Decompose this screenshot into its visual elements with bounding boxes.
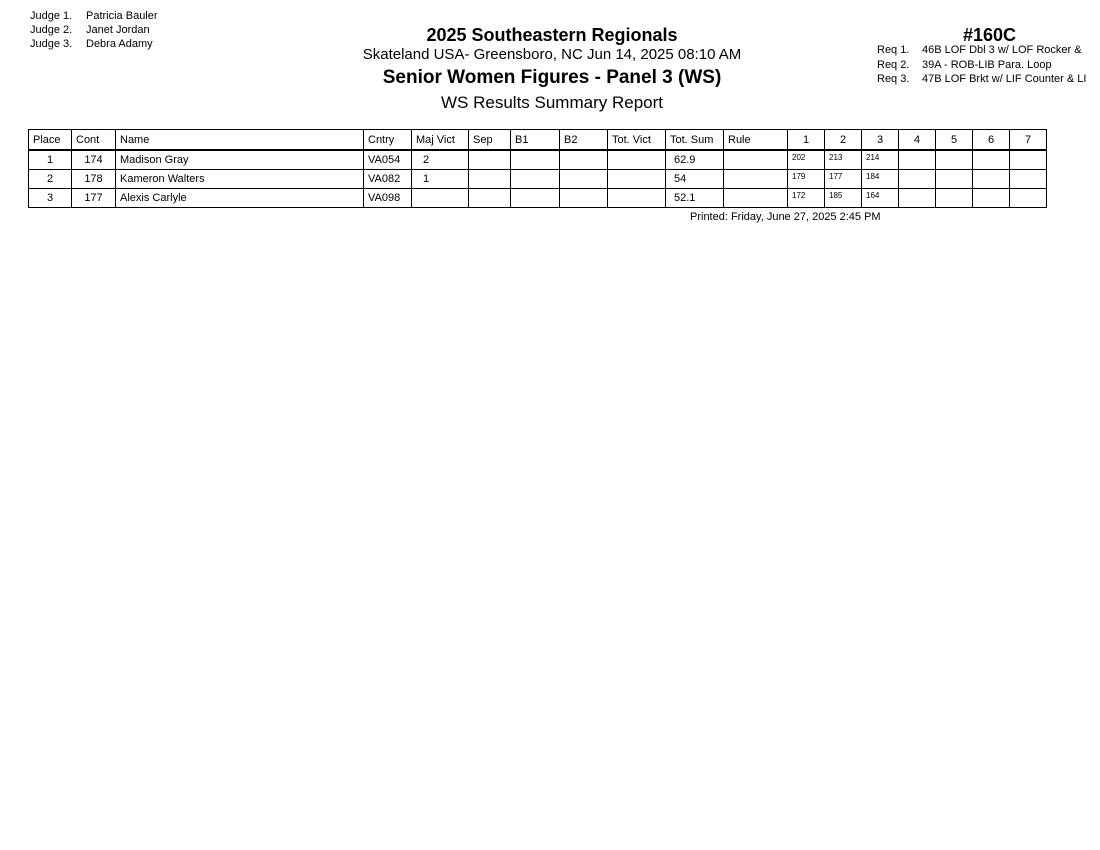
- requirement-label: Req 3.: [877, 73, 910, 85]
- column-header-judge-3: 3: [862, 130, 899, 151]
- cell-cntry: VA082: [364, 170, 412, 189]
- cell-judge-6: [973, 189, 1010, 208]
- table-row: [29, 170, 1047, 189]
- results-table: [28, 129, 1047, 208]
- cell-rule: [724, 170, 788, 189]
- cell-b1: [511, 170, 560, 189]
- column-header-judge-4: 4: [899, 130, 936, 151]
- cell-judge-4: [899, 150, 936, 170]
- cell-maj-vict: [412, 189, 469, 208]
- cell-tot-sum: 62.9: [666, 150, 724, 170]
- cell-cntry: VA098: [364, 189, 412, 208]
- column-header-judge-7: 7: [1010, 130, 1047, 151]
- cell-maj-vict: 2: [412, 150, 469, 170]
- judge-row: [30, 9, 158, 23]
- judges-list: [30, 9, 158, 51]
- cell-judge-3: 214: [862, 150, 899, 170]
- cell-judge-1: 179: [788, 170, 825, 189]
- cell-sep: [469, 170, 511, 189]
- column-header-sep: Sep: [469, 130, 511, 151]
- panel-title: Senior Women Figures - Panel 3 (WS): [382, 67, 722, 88]
- report-header: [302, 23, 802, 114]
- column-header-b2: B2: [560, 130, 608, 151]
- cell-judge-5: [936, 150, 973, 170]
- column-header-judge-6: 6: [973, 130, 1010, 151]
- cell-tot-sum: 54: [666, 170, 724, 189]
- requirement-row: [877, 43, 1100, 58]
- column-header-maj-vict: Maj Vict: [412, 130, 469, 151]
- judge-name: Patricia Bauler: [86, 10, 158, 22]
- cell-name: Alexis Carlyle: [116, 189, 364, 208]
- column-header-cont: Cont: [72, 130, 116, 151]
- column-header-rule: Rule: [724, 130, 788, 151]
- requirement-text: 39A - ROB-LIB Para. Loop: [922, 58, 1052, 71]
- cell-judge-2: 185: [825, 189, 862, 208]
- column-header-tot-sum: Tot. Sum: [666, 130, 724, 151]
- requirement-text: 46B LOF Dbl 3 w/ LOF Rocker &: [922, 44, 1082, 56]
- cell-maj-vict: 1: [412, 170, 469, 189]
- cell-rule: [724, 150, 788, 170]
- table-row: [29, 150, 1047, 170]
- cell-judge-7: [1010, 189, 1047, 208]
- requirements-list: [877, 43, 1100, 87]
- requirement-row: [877, 58, 1100, 73]
- table-row: [29, 189, 1047, 208]
- requirement-label: Req 1.: [877, 44, 910, 56]
- cell-cont: 178: [72, 170, 116, 189]
- cell-cntry: VA054: [364, 150, 412, 170]
- cell-tot-vict: [608, 189, 666, 208]
- judge-label: Judge 3.: [30, 38, 73, 50]
- column-header-tot-vict: Tot. Vict: [608, 130, 666, 151]
- column-header-cntry: Cntry: [364, 130, 412, 151]
- event-title: 2025 Southeastern Regionals: [426, 25, 678, 45]
- cell-judge-7: [1010, 170, 1047, 189]
- judge-name: Debra Adamy: [86, 38, 153, 50]
- requirement-text: 47B LOF Brkt w/ LIF Counter & LI: [922, 73, 1087, 85]
- judge-name: Janet Jordan: [86, 24, 150, 36]
- column-header-place: Place: [29, 130, 72, 151]
- cell-judge-4: [899, 170, 936, 189]
- cell-judge-3: 184: [862, 170, 899, 189]
- cell-b2: [560, 189, 608, 208]
- column-header-name: Name: [116, 130, 364, 151]
- event-location: Skateland USA- Greensboro, NC Jun 14, 2025 08:10 AM: [362, 46, 742, 63]
- report-title: WS Results Summary Report: [441, 93, 663, 112]
- cell-judge-4: [899, 189, 936, 208]
- column-header-judge-5: 5: [936, 130, 973, 151]
- judge-label: Judge 2.: [30, 24, 73, 36]
- cell-b2: [560, 150, 608, 170]
- cell-sep: [469, 189, 511, 208]
- cell-name: Madison Gray: [116, 150, 364, 170]
- cell-judge-5: [936, 170, 973, 189]
- cell-tot-sum: 52.1: [666, 189, 724, 208]
- table-header-row: [29, 130, 1047, 151]
- cell-judge-7: [1010, 150, 1047, 170]
- cell-sep: [469, 150, 511, 170]
- cell-tot-vict: [608, 150, 666, 170]
- cell-place: 1: [29, 150, 72, 170]
- cell-cont: 174: [72, 150, 116, 170]
- cell-judge-6: [973, 150, 1010, 170]
- judge-row: [30, 23, 158, 37]
- printed-timestamp: Printed: Friday, June 27, 2025 2:45 PM: [690, 211, 881, 223]
- cell-judge-6: [973, 170, 1010, 189]
- cell-judge-2: 213: [825, 150, 862, 170]
- cell-b1: [511, 150, 560, 170]
- cell-b2: [560, 170, 608, 189]
- cell-judge-3: 164: [862, 189, 899, 208]
- column-header-judge-1: 1: [788, 130, 825, 151]
- cell-name: Kameron Walters: [116, 170, 364, 189]
- column-header-judge-2: 2: [825, 130, 862, 151]
- cell-judge-1: 172: [788, 189, 825, 208]
- column-header-b1: B1: [511, 130, 560, 151]
- judge-row: [30, 37, 158, 51]
- cell-rule: [724, 189, 788, 208]
- cell-tot-vict: [608, 170, 666, 189]
- judge-label: Judge 1.: [30, 10, 73, 22]
- requirement-label: Req 2.: [877, 58, 910, 71]
- cell-judge-2: 177: [825, 170, 862, 189]
- cell-place: 3: [29, 189, 72, 208]
- cell-place: 2: [29, 170, 72, 189]
- event-number: #160C: [963, 25, 1017, 45]
- cell-b1: [511, 189, 560, 208]
- cell-judge-5: [936, 189, 973, 208]
- cell-cont: 177: [72, 189, 116, 208]
- cell-judge-1: 202: [788, 150, 825, 170]
- requirement-row: [877, 72, 1100, 87]
